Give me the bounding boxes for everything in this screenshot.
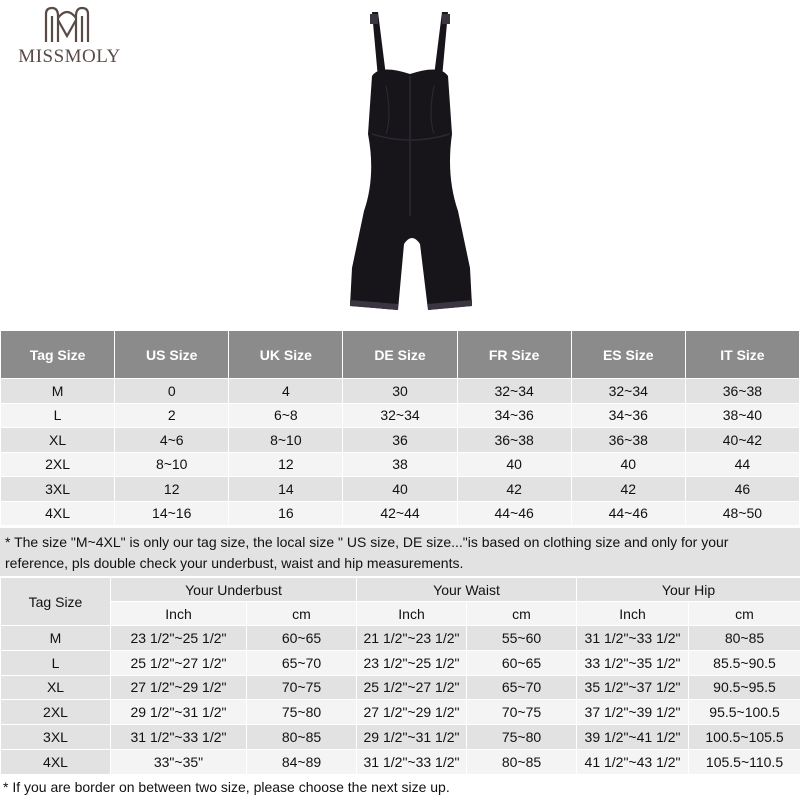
table-cell: 60~65 xyxy=(247,626,357,651)
table-cell: 14 xyxy=(229,477,343,502)
table-cell: 25 1/2"~27 1/2" xyxy=(111,650,247,675)
table-cell: 3XL xyxy=(1,477,115,502)
table-cell: 2 xyxy=(115,403,229,428)
table-cell: 80~85 xyxy=(247,725,357,750)
table-cell: 37 1/2"~39 1/2" xyxy=(577,700,689,725)
table-row xyxy=(1,452,800,477)
table-cell: 4~6 xyxy=(115,428,229,453)
header-us-size: US Size xyxy=(115,331,229,379)
table-cell: 12 xyxy=(229,452,343,477)
table-cell: 85.5~90.5 xyxy=(689,650,800,675)
table-row xyxy=(1,749,800,774)
table-cell: 38~40 xyxy=(685,403,799,428)
table-row xyxy=(1,403,800,428)
table-cell: 90.5~95.5 xyxy=(689,675,800,700)
table-cell: 40~42 xyxy=(685,428,799,453)
header-unit-inch: Inch xyxy=(577,602,689,626)
table-cell: 48~50 xyxy=(685,501,799,526)
table-cell: 105.5~110.5 xyxy=(689,749,800,774)
table-cell: 36~38 xyxy=(457,428,571,453)
header-de-size: DE Size xyxy=(343,331,457,379)
table-cell: 29 1/2"~31 1/2" xyxy=(111,700,247,725)
table-row xyxy=(1,725,800,750)
table-cell: 0 xyxy=(115,379,229,404)
table-cell: 40 xyxy=(457,452,571,477)
table-cell: 36 xyxy=(343,428,457,453)
table-row xyxy=(1,700,800,725)
table-cell: 36~38 xyxy=(685,379,799,404)
size-up-advice-note: * If you are border on between two size, please choose the next size up. xyxy=(0,776,800,800)
table-cell: 65~70 xyxy=(247,650,357,675)
table-row xyxy=(1,501,800,526)
table-cell: 36~38 xyxy=(571,428,685,453)
header-unit-cm: cm xyxy=(689,602,800,626)
table-cell: 33"~35" xyxy=(111,749,247,774)
table-cell: 4XL xyxy=(1,749,111,774)
header-es-size: ES Size xyxy=(571,331,685,379)
brand-logo xyxy=(2,6,137,72)
measurement-unit-header-row xyxy=(1,602,800,626)
table-cell: M xyxy=(1,626,111,651)
table-cell: 41 1/2"~43 1/2" xyxy=(577,749,689,774)
table-cell: 80~85 xyxy=(689,626,800,651)
table-cell: 34~36 xyxy=(457,403,571,428)
table-cell: 27 1/2"~29 1/2" xyxy=(357,700,467,725)
table-cell: 40 xyxy=(343,477,457,502)
table-cell: 32~34 xyxy=(457,379,571,404)
header-your-waist: Your Waist xyxy=(357,578,577,602)
table-cell: 100.5~105.5 xyxy=(689,725,800,750)
table-row xyxy=(1,675,800,700)
table-cell: 14~16 xyxy=(115,501,229,526)
brand-monogram-icon xyxy=(42,6,92,44)
table-cell: 31 1/2"~33 1/2" xyxy=(357,749,467,774)
table-row xyxy=(1,477,800,502)
table-cell: 2XL xyxy=(1,700,111,725)
table-cell: 8~10 xyxy=(229,428,343,453)
header-uk-size: UK Size xyxy=(229,331,343,379)
table-cell: 23 1/2"~25 1/2" xyxy=(357,650,467,675)
header-tag-size: Tag Size xyxy=(1,578,111,626)
table-cell: 44~46 xyxy=(571,501,685,526)
table-cell: 80~85 xyxy=(467,749,577,774)
header-your-underbust: Your Underbust xyxy=(111,578,357,602)
table-cell: 44 xyxy=(685,452,799,477)
table-cell: 44~46 xyxy=(457,501,571,526)
table-cell: XL xyxy=(1,675,111,700)
table-cell: 2XL xyxy=(1,452,115,477)
table-cell: 60~65 xyxy=(467,650,577,675)
table-cell: 30 xyxy=(343,379,457,404)
header-fr-size: FR Size xyxy=(457,331,571,379)
bodysuit-shapewear-image xyxy=(320,6,500,321)
size-disclaimer-note: * The size "M~4XL" is only our tag size, the local size " US size, DE size..."is based on clothing size and only for your reference, pls double check your underbust, waist and hip measurements. xyxy=(0,528,800,576)
table-cell: 33 1/2"~35 1/2" xyxy=(577,650,689,675)
header-it-size: IT Size xyxy=(685,331,799,379)
table-cell: 12 xyxy=(115,477,229,502)
table-cell: 46 xyxy=(685,477,799,502)
table-cell: 8~10 xyxy=(115,452,229,477)
table-cell: 27 1/2"~29 1/2" xyxy=(111,675,247,700)
table-cell: 16 xyxy=(229,501,343,526)
table-cell: 40 xyxy=(571,452,685,477)
table-cell: 6~8 xyxy=(229,403,343,428)
table-cell: 21 1/2"~23 1/2" xyxy=(357,626,467,651)
table-cell: 25 1/2"~27 1/2" xyxy=(357,675,467,700)
header-unit-inch: Inch xyxy=(357,602,467,626)
table-cell: L xyxy=(1,403,115,428)
table-cell: 42 xyxy=(571,477,685,502)
table-cell: 29 1/2"~31 1/2" xyxy=(357,725,467,750)
header-your-hip: Your Hip xyxy=(577,578,800,602)
table-cell: 39 1/2"~41 1/2" xyxy=(577,725,689,750)
table-cell: 70~75 xyxy=(467,700,577,725)
table-row xyxy=(1,650,800,675)
table-cell: 55~60 xyxy=(467,626,577,651)
brand-wordmark: MISSMOLY xyxy=(18,46,121,67)
table-cell: 70~75 xyxy=(247,675,357,700)
table-cell: 95.5~100.5 xyxy=(689,700,800,725)
table-cell: 42 xyxy=(457,477,571,502)
header-unit-cm: cm xyxy=(467,602,577,626)
table-cell: 75~80 xyxy=(467,725,577,750)
table-row xyxy=(1,626,800,651)
table-cell: L xyxy=(1,650,111,675)
table-cell: 31 1/2"~33 1/2" xyxy=(111,725,247,750)
table-cell: 84~89 xyxy=(247,749,357,774)
table-cell: 34~36 xyxy=(571,403,685,428)
header-unit-inch: Inch xyxy=(111,602,247,626)
body-measurement-table xyxy=(0,577,800,775)
size-table-header-row xyxy=(1,331,800,379)
table-cell: XL xyxy=(1,428,115,453)
header-unit-cm: cm xyxy=(247,602,357,626)
table-cell: 75~80 xyxy=(247,700,357,725)
table-cell: M xyxy=(1,379,115,404)
table-cell: 23 1/2"~25 1/2" xyxy=(111,626,247,651)
table-cell: 31 1/2"~33 1/2" xyxy=(577,626,689,651)
table-cell: 38 xyxy=(343,452,457,477)
table-cell: 32~34 xyxy=(343,403,457,428)
table-cell: 4XL xyxy=(1,501,115,526)
measurement-group-header-row xyxy=(1,578,800,602)
table-cell: 35 1/2"~37 1/2" xyxy=(577,675,689,700)
table-row xyxy=(1,428,800,453)
table-row xyxy=(1,379,800,404)
table-cell: 32~34 xyxy=(571,379,685,404)
header-tag-size: Tag Size xyxy=(1,331,115,379)
table-cell: 3XL xyxy=(1,725,111,750)
table-cell: 65~70 xyxy=(467,675,577,700)
size-conversion-table xyxy=(0,330,800,526)
table-cell: 4 xyxy=(229,379,343,404)
table-cell: 42~44 xyxy=(343,501,457,526)
product-hero xyxy=(0,0,800,330)
